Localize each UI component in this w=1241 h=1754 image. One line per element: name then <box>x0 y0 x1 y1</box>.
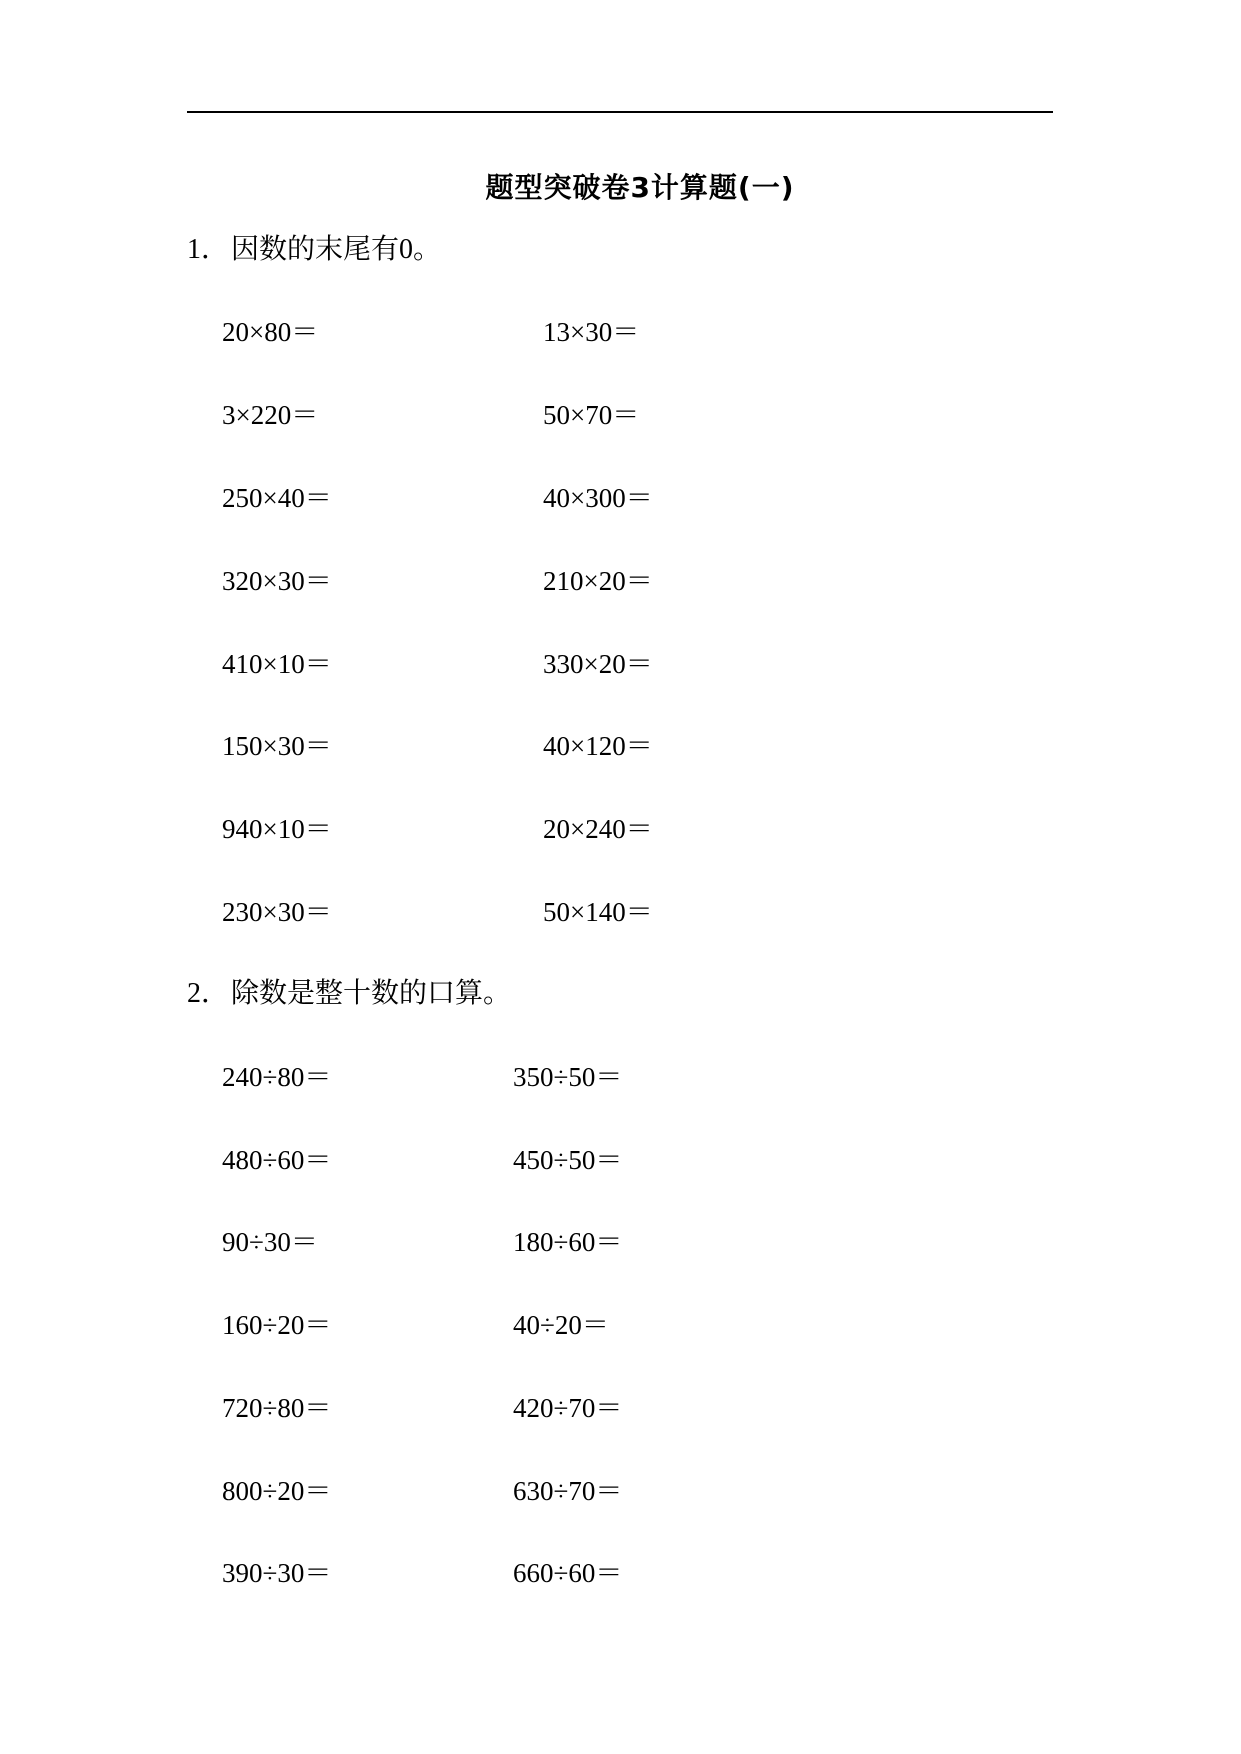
problem-2-2-b: 450÷50＝ <box>513 1145 623 1175</box>
problem-1-7-b: 20×240＝ <box>543 814 653 844</box>
problem-2-1-a: 240÷80＝ <box>222 1062 332 1092</box>
problem-2-3-b: 180÷60＝ <box>513 1227 623 1257</box>
problem-2-1-b: 350÷50＝ <box>513 1062 623 1092</box>
problem-1-1-a: 20×80＝ <box>222 317 319 347</box>
question-number: 1． <box>187 234 230 265</box>
page-title: 题型突破卷3计算题(一) <box>485 171 795 204</box>
problem-2-4-b: 40÷20＝ <box>513 1310 609 1340</box>
problem-1-4-a: 320×30＝ <box>222 566 332 596</box>
problem-2-2-a: 480÷60＝ <box>222 1145 332 1175</box>
problem-1-2-a: 3×220＝ <box>222 400 319 430</box>
problem-1-6-b: 40×120＝ <box>543 731 653 761</box>
problem-2-6-b: 630÷70＝ <box>513 1476 623 1506</box>
problem-2-5-b: 420÷70＝ <box>513 1393 623 1423</box>
question-number: 2． <box>187 978 230 1009</box>
problem-1-8-a: 230×30＝ <box>222 897 332 927</box>
problem-1-3-b: 40×300＝ <box>543 483 653 513</box>
problem-1-4-b: 210×20＝ <box>543 566 653 596</box>
problem-2-5-a: 720÷80＝ <box>222 1393 332 1423</box>
problem-2-6-a: 800÷20＝ <box>222 1476 332 1506</box>
question-2-heading <box>187 977 511 1011</box>
question-text: 除数是整十数的口算。 <box>231 978 512 1009</box>
problem-1-7-a: 940×10＝ <box>222 814 332 844</box>
problem-1-1-b: 13×30＝ <box>543 317 640 347</box>
problem-1-2-b: 50×70＝ <box>543 400 640 430</box>
header-rule <box>187 111 1053 113</box>
problem-2-7-a: 390÷30＝ <box>222 1558 332 1588</box>
question-1-heading <box>187 233 441 267</box>
question-text: 因数的末尾有0。 <box>231 234 442 265</box>
problem-1-5-b: 330×20＝ <box>543 649 653 679</box>
problem-1-5-a: 410×10＝ <box>222 649 332 679</box>
problem-1-8-b: 50×140＝ <box>543 897 653 927</box>
problem-2-7-b: 660÷60＝ <box>513 1558 623 1588</box>
problem-2-4-a: 160÷20＝ <box>222 1310 332 1340</box>
problem-2-3-a: 90÷30＝ <box>222 1227 318 1257</box>
problem-1-6-a: 150×30＝ <box>222 731 332 761</box>
problem-1-3-a: 250×40＝ <box>222 483 332 513</box>
